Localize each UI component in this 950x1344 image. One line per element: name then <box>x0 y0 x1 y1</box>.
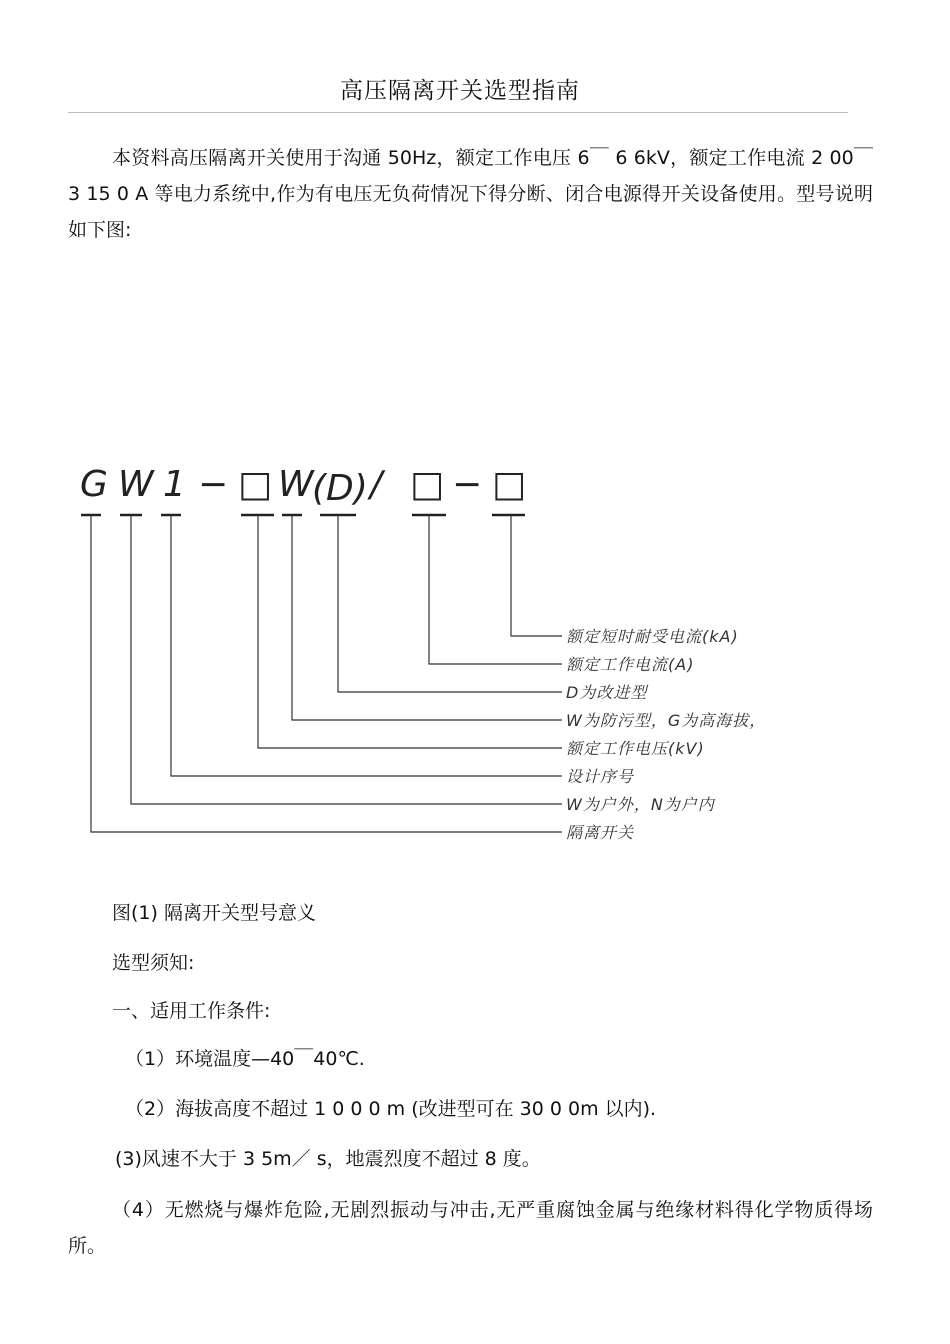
model-code-diagram <box>0 440 950 860</box>
condition-altitude: （2）海拔高度不超过 1 0 0 0 m (改进型可在 30 0 0m 以内). <box>125 1098 657 1120</box>
label-outdoor-indoor: W为户外，N为户内 <box>566 795 715 814</box>
leader-isolator <box>91 515 562 832</box>
selection-notice-heading: 选型须知: <box>112 952 195 974</box>
condition-environment: （4）无燃烧与爆炸危险,无剧烈振动与冲击,无严重腐蚀金属与绝缘材料得化学物质得场所。 <box>68 1199 873 1257</box>
label-short-circuit-current: 额定短时耐受电流(kA) <box>566 627 739 646</box>
leader-short-circuit <box>511 515 562 636</box>
code-dash-2: − <box>452 464 483 505</box>
code-slash: / <box>370 464 383 505</box>
condition-wind-seismic: (3)风速不大于 3 5m／ s，地震烈度不超过 8 度。 <box>115 1148 541 1170</box>
leader-rated-current <box>429 515 562 664</box>
code-dash-1: − <box>198 464 229 505</box>
figure-caption: 图(1) 隔离开关型号意义 <box>112 902 316 924</box>
title-divider <box>68 112 848 113</box>
code-char-1: 1 <box>163 464 186 505</box>
leader-improved <box>338 515 562 692</box>
leader-pollution <box>292 515 562 720</box>
code-box-short: □ <box>492 464 527 505</box>
leader-rated-voltage <box>258 515 562 748</box>
code-box-voltage: □ <box>238 464 273 505</box>
section-heading-conditions: 一、适用工作条件: <box>112 1000 271 1022</box>
label-design-serial: 设计序号 <box>566 767 635 786</box>
label-pollution-altitude: W为防污型，G为高海拔， <box>566 711 767 730</box>
label-isolator: 隔离开关 <box>566 823 635 842</box>
code-char-w2: W <box>278 464 314 505</box>
label-rated-current: 额定工作电流(A) <box>566 655 695 674</box>
code-char-d: (D) <box>312 468 368 509</box>
code-char-w: W <box>118 464 154 505</box>
condition-temperature: （1）环境温度—40￣40℃. <box>125 1048 365 1070</box>
page-title: 高压隔离开关选型指南 <box>340 78 580 104</box>
leader-outdoor <box>131 515 562 804</box>
intro-paragraph: 本资料高压隔离开关使用于沟通 50Hz，额定工作电压 6￣ 6 6kV，额定工作电流 2 00￣ 3 15 0 A 等电力系统中,作为有电压无负荷情况下得分断、闭合电源得开关设备使用。型号说明如下图: <box>68 147 873 241</box>
label-improved-type: D为改进型 <box>566 683 648 702</box>
label-rated-voltage: 额定工作电压(kV) <box>566 739 705 758</box>
code-box-current: □ <box>410 464 445 505</box>
code-char-g: G <box>80 464 108 505</box>
leader-design-no <box>171 515 562 776</box>
